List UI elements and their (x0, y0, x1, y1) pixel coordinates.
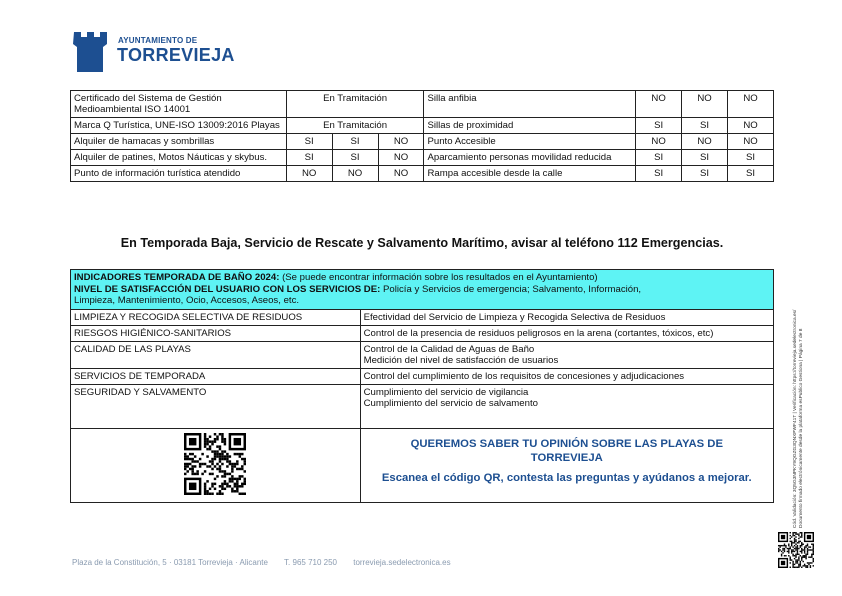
service-value: NO (636, 91, 682, 118)
indicator-detail (360, 341, 773, 368)
service-value: SI (636, 150, 682, 166)
service-value: NO (682, 134, 728, 150)
service-value: SI (332, 150, 378, 166)
indicator-line: Cumplimiento del servicio de vigilancia (363, 386, 529, 398)
opinion-title-line: QUEREMOS SABER TU OPINIÓN SOBRE LAS PLAYAS DE (410, 437, 723, 450)
service-label: Punto de información turística atendido (71, 166, 287, 182)
indicator-detail (360, 384, 773, 428)
opinion-cell (360, 428, 773, 502)
validation-qr-code (778, 532, 814, 568)
service-value: SI (728, 166, 774, 182)
service-value: SI (636, 166, 682, 182)
service-label: Aparcamiento personas movilidad reducida (424, 150, 636, 166)
service-value: SI (286, 134, 332, 150)
footer-address: Plaza de la Constitución, 5 · 03181 Torrevieja · Alicante (72, 558, 268, 567)
indicators-title: INDICADORES TEMPORADA DE BAÑO 2024: (74, 272, 280, 283)
service-status: En Tramitación (286, 118, 424, 134)
indicator-label: LIMPIEZA Y RECOGIDA SELECTIVA DE RESIDUOS (71, 309, 361, 325)
service-label: Alquiler de patines, Motos Náuticas y skybus. (71, 150, 287, 166)
footer-phone: T. 965 710 250 (284, 558, 337, 567)
service-value: NO (728, 118, 774, 134)
satisfaction-services-cont: Limpieza, Mantenimiento, Ocio, Accesos, Aseos, etc. (74, 295, 300, 306)
verification-line: Documento firmado electrónicamente desde la plataforma esPublico Gestiona | Página 7 de 8 (798, 328, 804, 528)
service-label: Certificado del Sistema de Gestión Medioambiental ISO 14001 (71, 91, 287, 118)
logo-top-text: AYUNTAMIENTO DE (118, 36, 198, 45)
service-status: En Tramitación (286, 91, 424, 118)
verification-line: Cód. Validación: 3Q5G3NPKY9QGZG3QNXPWF41T | Verificación: https://torrevieja.sedelectronica.es/ (793, 309, 798, 528)
indicator-line: Efectividad del Servicio de Limpieza y Recogida Selectiva de Residuos (363, 311, 666, 323)
indicators-table (70, 269, 774, 503)
satisfaction-title: NIVEL DE SATISFACCIÓN DEL USUARIO CON LOS SERVICIOS DE: (74, 283, 381, 295)
service-value: NO (286, 166, 332, 182)
service-value: NO (636, 134, 682, 150)
service-value: NO (378, 166, 424, 182)
table-row (71, 309, 774, 325)
table-row (71, 325, 774, 341)
verification-side-text (793, 278, 817, 528)
service-label: Alquiler de hamacas y sombrillas (71, 134, 287, 150)
logo-main-text: TORREVIEJA (117, 45, 235, 65)
service-value: SI (682, 150, 728, 166)
indicator-label: SEGURIDAD Y SALVAMENTO (71, 384, 361, 428)
opinion-title-line: TORREVIEJA (530, 451, 603, 464)
torrevieja-logo (72, 28, 242, 72)
service-label: Marca Q Turística, UNE-ISO 13009:2016 Playas (71, 118, 287, 134)
indicator-label: RIESGOS HIGIÉNICO-SANITARIOS (71, 325, 361, 341)
indicator-label: SERVICIOS DE TEMPORADA (71, 368, 361, 384)
service-value: SI (682, 118, 728, 134)
indicator-detail (360, 325, 773, 341)
indicators-header-row (71, 270, 774, 310)
table-row (71, 134, 774, 150)
service-value: SI (286, 150, 332, 166)
indicator-detail (360, 368, 773, 384)
table-row (71, 91, 774, 118)
service-value: SI (636, 118, 682, 134)
table-row (71, 384, 774, 428)
footer-web[interactable]: torrevieja.sedelectronica.es (353, 558, 451, 567)
table-row (71, 150, 774, 166)
service-value: NO (728, 134, 774, 150)
opinion-subtitle: Escanea el código QR, contesta las preguntas y ayúdanos a mejorar. (381, 471, 752, 484)
table-row (71, 368, 774, 384)
indicator-label: CALIDAD DE LAS PLAYAS (71, 341, 361, 368)
service-value: NO (378, 134, 424, 150)
service-value: NO (378, 150, 424, 166)
service-value: NO (682, 91, 728, 118)
table-row (71, 118, 774, 134)
footer (72, 558, 465, 567)
service-value: SI (332, 134, 378, 150)
indicator-line: Cumplimiento del servicio de salvamento (363, 397, 538, 409)
qr-cell (71, 428, 361, 502)
indicator-line: Control de la presencia de residuos peligrosos en la arena (cortantes, tóxicos, etc) (363, 327, 714, 339)
service-value: NO (332, 166, 378, 182)
indicator-line: Control del cumplimiento de los requisitos de concesiones y adjudicaciones (363, 370, 685, 382)
service-value: SI (728, 150, 774, 166)
indicators-note: (Se puede encontrar información sobre los resultados en el Ayuntamiento) (282, 272, 598, 283)
opinion-title (364, 437, 770, 465)
satisfaction-services: Policía y Servicios de emergencia; Salvamento, Información, (383, 283, 642, 295)
table-row (71, 166, 774, 182)
indicator-line: Medición del nivel de satisfacción de usuarios (363, 354, 559, 366)
service-label: Rampa accesible desde la calle (424, 166, 636, 182)
survey-qr-code[interactable] (184, 433, 246, 495)
indicators-header (71, 270, 774, 310)
indicator-detail (360, 309, 773, 325)
service-label: Punto Accesible (424, 134, 636, 150)
services-table (70, 90, 774, 182)
service-value: SI (682, 166, 728, 182)
service-label: Silla anfibia (424, 91, 636, 118)
castle-tower-icon (72, 28, 114, 72)
opinion-row (71, 428, 774, 502)
service-value: NO (728, 91, 774, 118)
indicator-line: Control de la Calidad de Aguas de Baño (363, 343, 535, 355)
emergency-banner: En Temporada Baja, Servicio de Rescate y Salvamento Marítimo, avisar al teléfono 112 Emergencias. (120, 236, 724, 250)
service-label: Sillas de proximidad (424, 118, 636, 134)
table-row (71, 341, 774, 368)
